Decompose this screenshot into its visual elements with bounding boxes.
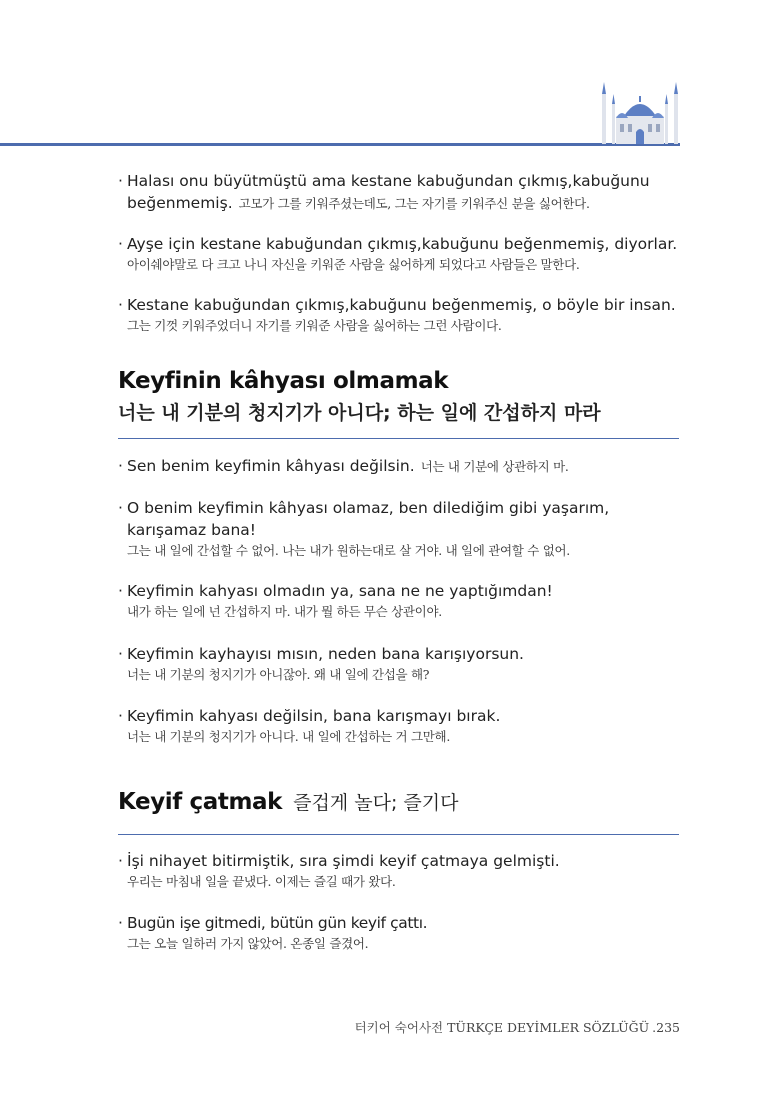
header-rule xyxy=(0,143,680,146)
example-item: · Keyfimin kahyası olmadın ya, sana ne ne yaptığımdan! 내가 하는 일에 넌 간섭하지 마. 내가 뭘 하든 무슨 상관이야. xyxy=(118,580,688,622)
idiom-heading xyxy=(118,788,458,815)
example-item: · Kestane kabuğundan çıkmış,kabuğunu beğenmemiş, o böyle bir insan. 그는 기껏 키워주었더니 자기를 키워준 사람을 싫어하는 그런 사람이다. xyxy=(118,294,688,336)
example-item: · Ayşe için kestane kabuğundan çıkmış,kabuğunu beğenmemiş, diyorlar. 아이쉐야말로 다 크고 나니 자신을 키워준 사람을 싫어하게 되었다고 사람들은 말한다. xyxy=(118,233,688,275)
section-divider xyxy=(118,834,679,835)
example-turkish: O benim keyfimin kâhyası olamaz, ben dilediğim gibi yaşarım, xyxy=(127,499,610,517)
section-divider xyxy=(118,438,679,439)
example-korean: 우리는 마침내 일을 끝냈다. 이제는 즐길 때가 왔다. xyxy=(127,874,396,889)
example-item: · O benim keyfimin kâhyası olamaz, ben dilediğim gibi yaşarım, karışamaz bana! 그는 내 일에 간섭할 수 없어. 나는 내가 원하는대로 살 거야. 내 일에 관여할 수 없어. xyxy=(118,497,688,561)
example-korean: 너는 내 기분의 청지기가 아니다. 내 일에 간섭하는 거 그만해. xyxy=(127,729,451,744)
example-korean: 그는 기껏 키워주었더니 자기를 키워준 사람을 싫어하는 그런 사람이다. xyxy=(127,318,502,333)
idiom-title: Keyfinin kâhyası olmamak xyxy=(118,368,449,394)
page-footer xyxy=(355,1018,680,1036)
example-item: · Bugün işe gitmedi, bütün gün keyif çattı. 그는 오늘 일하러 가지 않았어. 온종일 즐겼어. xyxy=(118,912,688,954)
example-turkish: Kestane kabuğundan çıkmış,kabuğunu beğenmemiş, o böyle bir insan. xyxy=(127,296,676,314)
example-turkish: Bugün işe gitmedi, bütün gün keyif çattı. xyxy=(127,914,428,932)
example-turkish: Halası onu büyütmüştü ama kestane kabuğundan çıkmış,kabuğunu xyxy=(127,172,650,190)
example-korean: 고모가 그를 키워주셨는데도, 그는 자기를 키워주신 분을 싫어한다. xyxy=(238,196,590,211)
example-item: · Keyfimin kayhayısı mısın, neden bana karışıyorsun. 너는 내 기분의 청지기가 아니잖아. 왜 내 일에 간섭을 해? xyxy=(118,643,688,685)
example-item: · Sen benim keyfimin kâhyası değilsin. 너는 내 기분에 상관하지 마. xyxy=(118,457,569,475)
example-korean: 내가 하는 일에 넌 간섭하지 마. 내가 뭘 하든 무슨 상관이야. xyxy=(127,604,442,619)
example-korean: 그는 내 일에 간섭할 수 없어. 나는 내가 원하는대로 살 거야. 내 일에 관여할 수 없어. xyxy=(127,543,570,558)
idiom-title: Keyif çatmak xyxy=(118,789,283,815)
example-korean: 그는 오늘 일하러 가지 않았어. 온종일 즐겼어. xyxy=(127,936,369,951)
idiom-meaning: 즐겁게 놀다; 즐기다 xyxy=(293,792,459,814)
example-turkish: Ayşe için kestane kabuğundan çıkmış,kabuğunu beğenmemiş, diyorlar. xyxy=(127,235,678,253)
idiom-meaning: 너는 내 기분의 청지기가 아니다; 하는 일에 간섭하지 마라 xyxy=(118,402,601,424)
example-turkish: Keyfimin kahyası olmadın ya, sana ne ne yaptığımdan! xyxy=(127,582,553,600)
example-korean: 너는 내 기분의 청지기가 아니잖아. 왜 내 일에 간섭을 해? xyxy=(127,667,430,682)
book-title: 터키어 숙어사전 TÜRKÇE DEYİMLER SÖZLÜĞÜ xyxy=(354,1020,650,1035)
example-turkish: Keyfimin kayhayısı mısın, neden bana karışıyorsun. xyxy=(127,645,524,663)
mosque-icon xyxy=(598,78,682,144)
example-turkish: beğenmemiş. xyxy=(127,194,233,212)
example-item: · İşi nihayet bitirmiştik, sıra şimdi keyif çatmaya gelmişti. 우리는 마침내 일을 끝냈다. 이제는 즐길 때가 왔다. xyxy=(118,850,688,892)
example-turkish: İşi nihayet bitirmiştik, sıra şimdi keyif çatmaya gelmişti. xyxy=(127,852,560,870)
example-korean: 너는 내 기분에 상관하지 마. xyxy=(420,459,569,474)
example-turkish: Keyfimin kahyası değilsin, bana karışmayı bırak. xyxy=(127,707,501,725)
example-item: · Halası onu büyütmüştü ama kestane kabuğundan çıkmış,kabuğunu beğenmemiş. 고모가 그를 키워주셨는데도, 그는 자기를 키워주신 분을 싫어한다. xyxy=(118,172,650,212)
example-item: · Keyfimin kahyası değilsin, bana karışmayı bırak. 너는 내 기분의 청지기가 아니다. 내 일에 간섭하는 거 그만해. xyxy=(118,705,688,747)
example-turkish: karışamaz bana! xyxy=(127,521,256,539)
example-turkish: Sen benim keyfimin kâhyası değilsin. xyxy=(127,457,415,475)
page-number: .235 xyxy=(652,1020,680,1035)
example-korean: 아이쉐야말로 다 크고 나니 자신을 키워준 사람을 싫어하게 되었다고 사람들은 말한다. xyxy=(127,257,580,272)
